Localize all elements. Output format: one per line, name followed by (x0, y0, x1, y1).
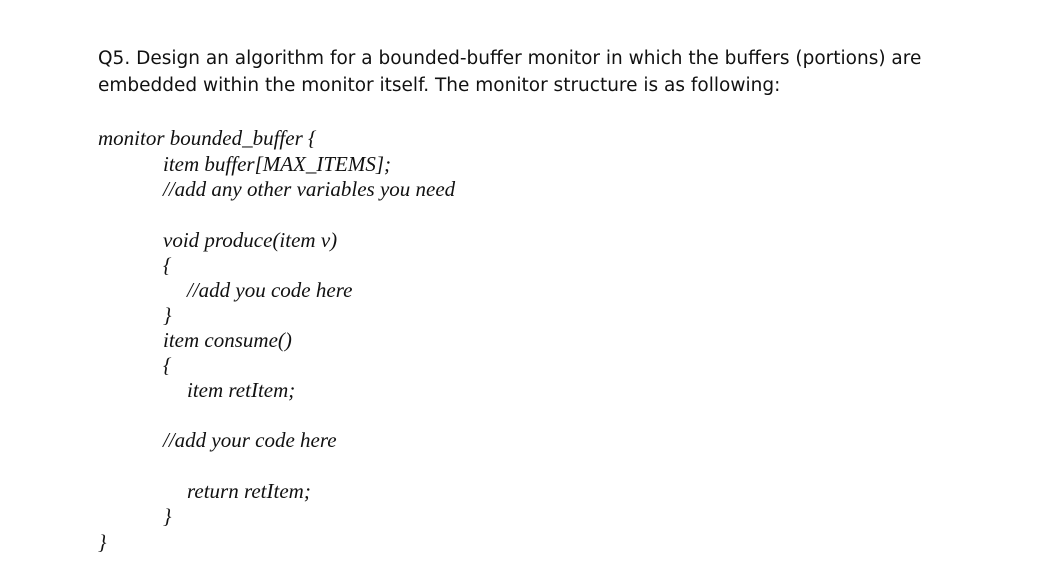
retitem-declaration: item retItem; (187, 378, 296, 402)
return-statement: return retItem; (187, 479, 311, 503)
consume-close-brace: } (163, 504, 172, 528)
produce-comment: //add you code here (187, 278, 353, 302)
produce-open-brace: { (163, 253, 172, 277)
variables-comment: //add any other variables you need (163, 177, 456, 201)
buffer-declaration: item buffer[MAX_ITEMS]; (163, 152, 392, 176)
produce-close-brace: } (163, 303, 172, 327)
consume-open-brace: { (163, 353, 172, 377)
question-text (98, 45, 978, 99)
monitor-header: monitor bounded_buffer { (98, 126, 317, 150)
monitor-close-brace: } (98, 530, 107, 554)
question-line-1: Q5. Design an algorithm for a bounded-buffer monitor in which the buffers (portions) are (98, 48, 922, 69)
produce-signature: void produce(item v) (163, 228, 338, 252)
consume-comment: //add your code here (163, 428, 337, 452)
question-line-2: embedded within the monitor itself. The monitor structure is as following: (98, 75, 781, 96)
consume-signature: item consume() (163, 328, 292, 352)
